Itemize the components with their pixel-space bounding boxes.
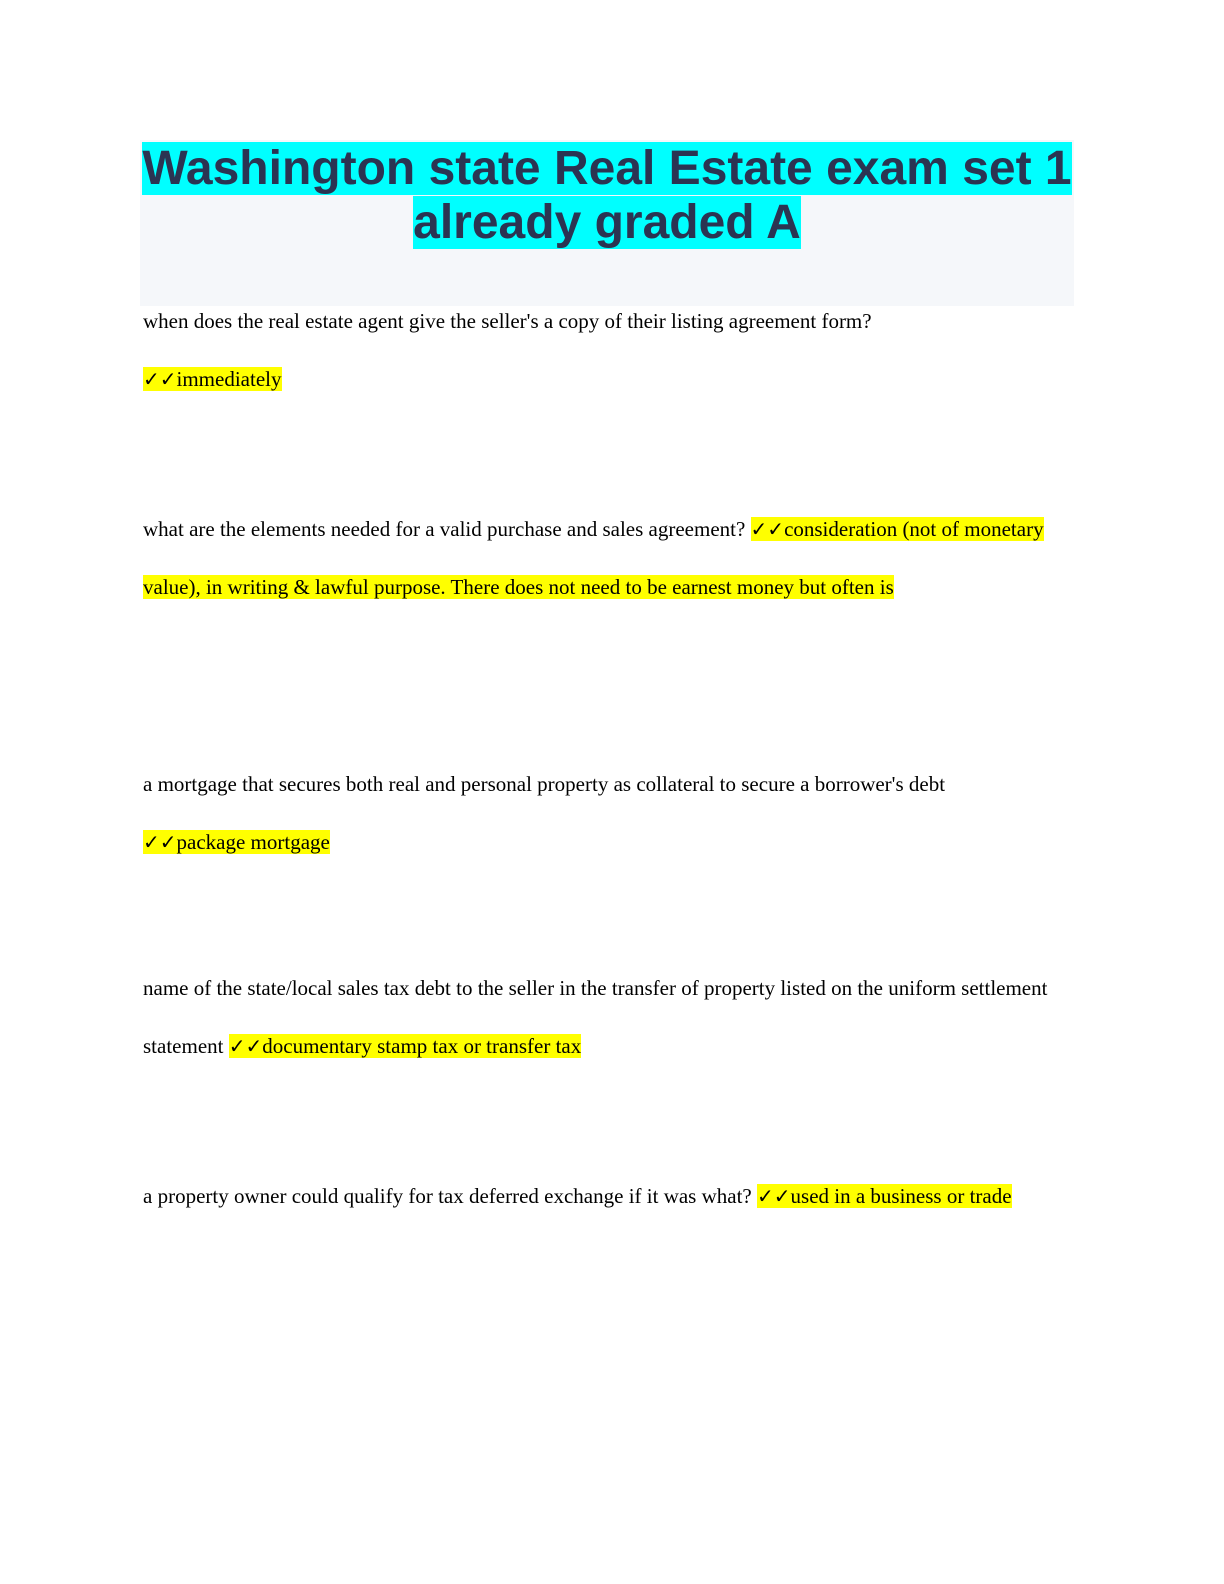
qa-item-4 <box>143 959 1073 1075</box>
question-text: a mortgage that secures both real and personal property as collateral to secure a borrower's debt <box>143 772 946 796</box>
answer-highlight <box>143 830 330 854</box>
answer-text: used in a business or trade <box>790 1184 1012 1208</box>
qa-item-2 <box>143 500 1073 616</box>
double-check-icon: ✓✓ <box>757 1184 791 1208</box>
question-text: name of the state/local sales tax debt to the seller in the transfer of property listed on the uniform settlement statement <box>143 976 1048 1058</box>
double-check-icon: ✓✓ <box>143 830 177 854</box>
page-title <box>140 140 1074 250</box>
answer-highlight <box>757 1184 1012 1208</box>
answer-text: package mortgage <box>176 830 330 854</box>
qa-item-3 <box>143 755 1073 871</box>
answer-highlight <box>229 1034 581 1058</box>
answer-highlight <box>143 367 282 391</box>
question-text: what are the elements needed for a valid purchase and sales agreement? <box>143 517 746 541</box>
answer-text: consideration (not of monetary value), in writing & lawful purpose. There does not need to be earnest money but often is <box>143 517 1044 599</box>
qa-item-5 <box>143 1167 1073 1225</box>
answer-text: documentary stamp tax or transfer tax <box>262 1034 582 1058</box>
question-text: a property owner could qualify for tax deferred exchange if it was what? <box>143 1184 752 1208</box>
double-check-icon: ✓✓ <box>750 517 785 541</box>
title-line-1: Washington state Real Estate exam set 1 <box>142 142 1072 195</box>
title-block <box>140 140 1074 306</box>
qa-item-1 <box>143 292 1073 408</box>
question-text: when does the real estate agent give the seller's a copy of their listing agreement form? <box>143 309 872 333</box>
answer-text: immediately <box>176 367 282 391</box>
double-check-icon: ✓✓ <box>143 367 177 391</box>
title-line-2: already graded A <box>413 196 801 249</box>
double-check-icon: ✓✓ <box>228 1034 263 1058</box>
